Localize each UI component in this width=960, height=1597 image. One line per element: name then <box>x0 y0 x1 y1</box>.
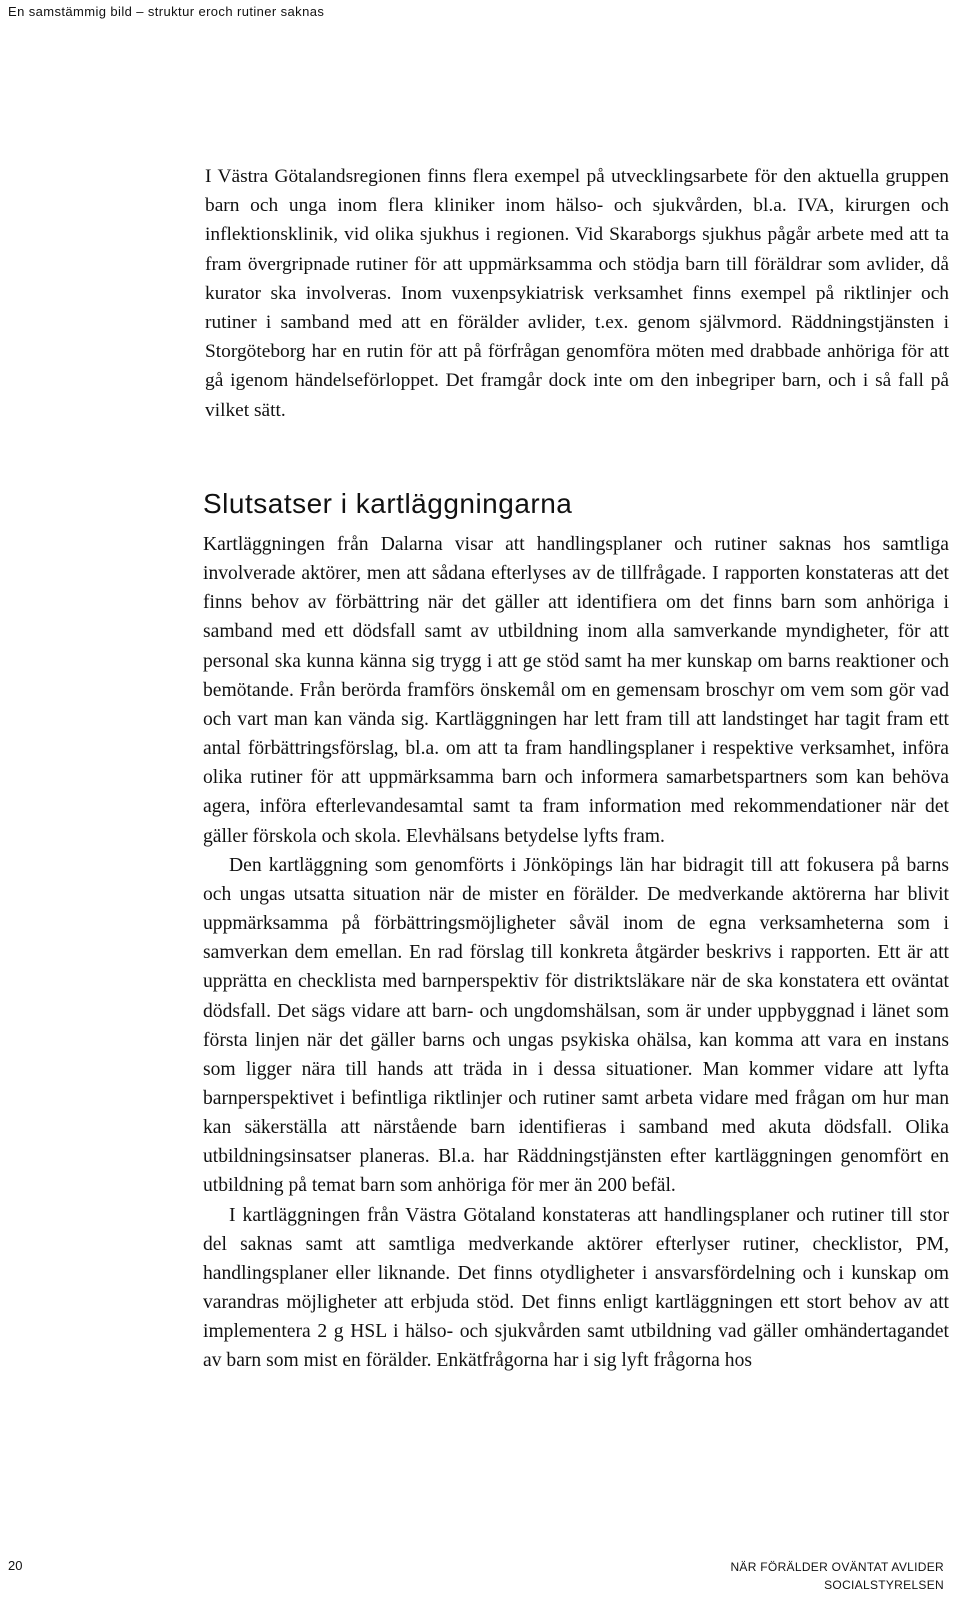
body-paragraph: Kartläggningen från Dalarna visar att handlingsplaner och rutiner saknas hos samtliga involverade aktörer, men att sådana efterlyses av de tillfrågade. I rapporten konstateras att det finns behov av förbättring när det gäller att identifiera om det finns barn som anhöriga i samband med ett dödsfall samt av utbildning inom alla samverkande myndigheter, för att personal ska kunna känna sig trygg i att ge stöd samt ha mer kunskap om barns reaktioner och bemötande. Från berörda framförs önskemål om en gemensam broschyr om vem som gör vad och vart man kan vända sig. Kartläggningen har lett fram till att landstinget har tagit fram ett antal förbättringsförslag, bl.a. om att ta fram handlingsplaner i respektive verksamhet, införa olika rutiner för att uppmärksamma barn och informera samarbetspartners som kan behöva agera, införa efterlevandesamtal samt ta fram information med rekommendationer när det gäller förskola och skola. Elevhälsans betydelse lyfts fram. <box>203 534 949 847</box>
body-paragraph: I kartläggningen från Västra Götaland konstateras att handlingsplaner och rutiner till stor del saknas samt att samtliga medverkande aktörer efterlyser rutiner, checklistor, PM, handlingsplaner eller liknande. Det finns otydligheter i ansvarsfördelning och i kunskap om varandras möjligheter att erbjuda stöd. Det finns enligt kartläggningen ett stort behov av att implementera 2 g HSL i hälso- och sjukvården samt utbildning vad gäller omhändertagandet av barn som mist en förälder. Enkätfrågorna har i sig lyft frågorna hos <box>203 1204 949 1372</box>
section-body <box>203 530 949 1376</box>
footer-publication-title: NÄR FÖRÄLDER OVÄNTAT AVLIDER <box>730 1560 944 1574</box>
footer-organization: SOCIALSTYRELSEN <box>824 1578 944 1592</box>
page-number: 20 <box>8 1558 23 1573</box>
section-heading: Slutsatser i kartläggningarna <box>203 488 573 519</box>
intro-paragraph: I Västra Götalandsregionen finns flera exempel på utvecklingsarbete för den aktuella gruppen barn och unga inom flera kliniker inom hälso- och sjukvården, bl.a. IVA, kirurgen och inflektionsklinik, vid olika sjukhus i regionen. Vid Skaraborgs sjukhus pågår arbete med att ta fram övergripnade rutiner för att uppmärksamma och stödja barn till föräldrar som avlider, då kurator ska involveras. Inom vuxenpsykiatrisk verksamhet finns exempel på riktlinjer och rutiner i samband med att en förälder avlider, t.ex. genom självmord. Räddningstjänsten i Storgöteborg har en rutin för att på förfrågan genomföra möten med drabbade anhöriga för att gå igenom händelseförloppet. Det framgår dock inte om den inbegriper barn, och i så fall på vilket sätt. <box>205 166 949 421</box>
body-paragraph: Den kartläggning som genomförts i Jönköpings län har bidragit till att fokusera på barns och ungas utsatta situation när de mister en förälder. De medverkande aktörerna har blivit uppmärksamma på förbättringsmöjligheter såväl inom de egna verksamheterna som i samverkan dem emellan. En rad förslag till konkreta åtgärder beskrivs i rapporten. Ett är att upprätta en checklista med barnperspektiv för distriktsläkare när de ska konstatera ett oväntat dödsfall. Det sägs vidare att barn- och ungdomshälsan, som är under uppbyggnad i länet som första linjen när det gäller barns och ungas psykiska ohälsa, kan komma att vara en instans som ligger nära till hands att träda in i dessa situationer. Man kommer vidare att lyfta barnperspektivet i befintliga riktlinjer och rutiner samt arbeta vidare med frågan om hur man kan säkerställa att närstående barn identifieras i samband med akuta dödsfall. Olika utbildningsinsatser planeras. Bl.a. har Räddningstjänsten efter kartläggningen genomfört en utbildning på temat barn som anhöriga för mer än 200 befäl. <box>203 854 949 1197</box>
running-header: En samstämmig bild – struktur eroch rutiner saknas <box>8 4 325 19</box>
